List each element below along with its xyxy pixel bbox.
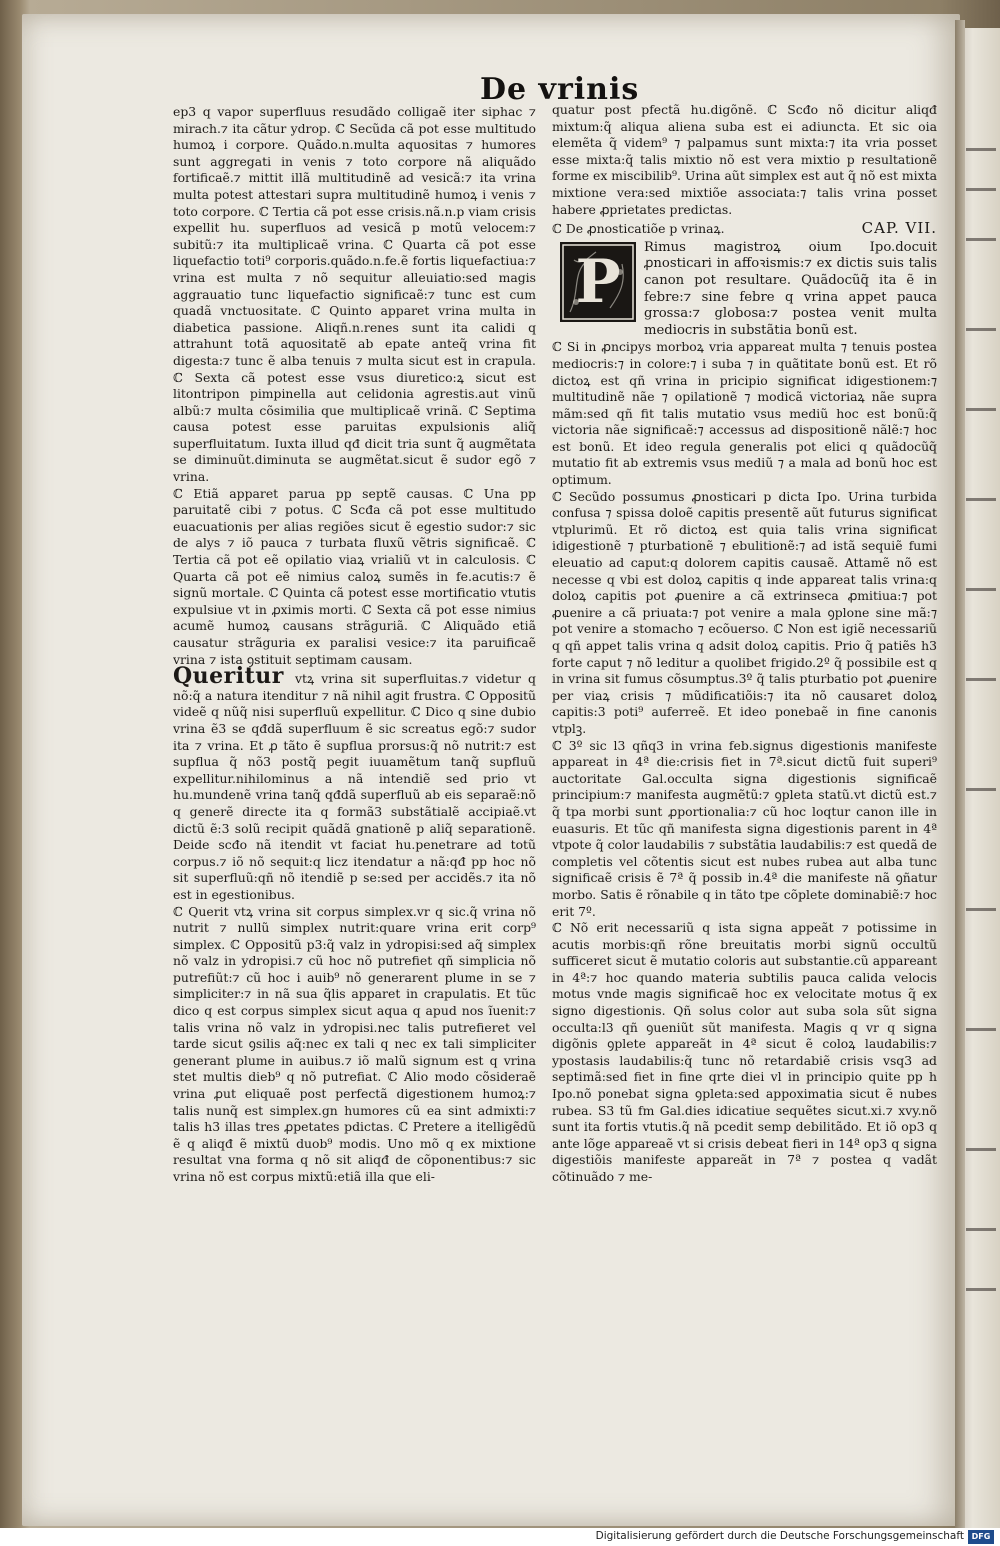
decorated-initial xyxy=(560,242,636,322)
chapter-opening: Rimus magistroꝝ oium Ipo.docuit ꝓnosticari in affoꝛismis:⁊ ex dictis suis talis canon pot resultare. Quãdocũq̃ ita ẽ in febre:⁊ sine febre q vrina appet pauca grossa:⁊ globosa:⁊ postea venit multa mediocris in substãtia bonũ est. xyxy=(644,239,937,338)
chapter-heading xyxy=(552,220,937,238)
initial-letter: P xyxy=(575,246,621,317)
left-text-column xyxy=(173,104,536,1224)
digitization-footer xyxy=(0,1528,1000,1546)
right-paragraph: ℂ Si in ꝓncipys morboꝝ vria appareat multa ⁊ tenuis postea mediocris:⁊ in colore:⁊ i suba ⁊ in quãtitate bonũ est. Et rõ dictoꝝ est qñ vrina in pricipio significat idigestionem:⁊ multitudinẽ nãe ⁊ opilationẽ ⁊ modicã victoriaꝝ nãe supra mãm:sed qñ fit talis mutatio vsus mediũ hoc est bonũ:q̃ victoria nãe significaẽ:⁊ accessus ad dispositionẽ nãlẽ:⁊ hoc est bonũ. Et ideo regula generalis pot elici q quãdocũq̃ mutatio fit ab extremis vsus mediũ ⁊ a mala ad bonũ hoc est optimum. xyxy=(552,339,937,488)
chapter-title: ℂ De ꝓnosticatiõe p vrinaꝝ. xyxy=(552,221,725,237)
right-paragraph: ℂ Secũdo possumus ꝓnosticari p dicta Ipo. Urina turbida confusa ⁊ spissa doloẽ capitis presentẽ aũt futurus significat vtplurimũ. Et rõ dictoꝝ est quia talis vrina significat idigestionẽ ⁊ pturbationẽ ⁊ ebulitionẽ:⁊ ad istã sequiẽ fumi eleuatio ad caput:q dolorem capitis causaẽ. Attamẽ nõ est necesse q vbi est doloꝝ capitis q inde appareat talis vrina:q doloꝝ capitis pot ꝓuenire a cã extrinseca ꝓmitiua:⁊ pot ꝓuenire a cã priuata:⁊ pot venire a mala ꝯplone sine mã:⁊ pot venire a stomacho ⁊ ecõuerso. ℂ Non est igiẽ necessariũ q qñ appet talis vrina q adsit doloꝝ capitis. Prio q̃ patiẽs h3 forte caput ⁊ nõ leditur a quolibet frigido.2º q̃ possibile est q in vrina sit fumus cõsumptus.3º q̃ talis pturbatio pot ꝓuenire per viaꝝ crisis ⁊ mũdificatiõis:⁊ ita nõ causaret doloꝝ capitis:3 poti⁹ auferreẽ. Et ideo ponebaẽ in fine canonis vtplꝫ. xyxy=(552,488,937,736)
left-paragraph: ℂ Etiã apparet parua pp septẽ causas. ℂ Una pp paruitatẽ cibi ⁊ potus. ℂ Scđa cã pot esse multitudo euacuationis per alias regiões sicut ẽ egestio sudor:⁊ sic de alys ⁊ iõ pauca ⁊ turbata fluxũ vẽtris significaẽ. ℂ Tertia cã pot eẽ opilatio viaꝝ vrialiũ vt in calculosis. ℂ Quarta cã pot eẽ nimius caloꝝ sumẽs in fe.acutis:⁊ ẽ signũ mortale. ℂ Quinta cã potest esse mortificatio vtutis expulsiue vt in ꝓximis morti. ℂ Sexta cã pot esse nimius acumẽ humoꝝ causans strãguriã. ℂ Aliquãdo etiã causatur strãguria ex paralisi vesice:⁊ ita paruificaẽ vrina ⁊ ista ꝯstituit septimam causam. xyxy=(173,485,536,667)
question-text: vtꝝ vrina sit superfluitas.⁊ videtur q nõ:q̃ a natura itenditur ⁊ nã nihil agit frustra. ℂ Oppositũ videẽ q nũq̃ nisi superfluũ expellitur. ℂ Dico q sine dubio vrina ẽ3 se qđdã superfluum ẽ sic screatus egõ:⁊ sudor ita ⁊ vrina. Et ꝓ tãto ẽ supflua prorsus:q̃ nõ nutrit:⁊ est supflua q̃ nõ3 postq̃ pegit iuuamẽtum tanq̃ supfluũ expellitur.nihilominus a nã intendiẽ sed prio vt hu.mundenẽ vrina tanq̃ qđdã superfluũ ab eis separaẽ:nõ q generẽ directe ita q formã3 substãtialẽ accipiaẽ.vt dictũ ẽ:3 solũ recipit quãdã gnationẽ p aliq̃ separationẽ. Deide scđo nã itendit vt faciat hu.penetrare ad totũ corpus.⁊ iõ nõ sequit:q licz itendatur a nã:qđ pp hoc nõ sit superfluũ:qñ nõ itendiẽ p se:sed per accidẽs.⁊ ita nõ est in egestionibus. xyxy=(173,671,536,902)
chapter-number: CAP. VII. xyxy=(861,219,937,238)
right-paragraph: ℂ Nõ erit necessariũ q ista signa appeãt ⁊ potissime in acutis morbis:qñ rõne breuitatis morbi signũ occultũ sufficeret sicut ẽ mutatio coloris aut substantie.cũ appareant in 4ª:⁊ hoc quando materia subtilis pauca calida velocis motus vnde magis significaẽ hoc ex velocitate motus q̃ ex signo digestionis. Qñ solus color aut suba sola sũt signa occulta:l3 qñ ꝯueniũt sũt manifesta. Magis q vr q signa digõnis ꝯplete appareãt in 4ª sicut ẽ coloꝝ laudabilis:⁊ ypostasis laudabilis:q̃ tunc nõ retardabiẽ crisis vsq3 ad septimã:sed fiet in fine qrte diei vl in principio quite pp h Ipo.nõ ponebat signa ꝯpleta:sed appoximatia sicut ẽ nubes rubea. S3 tũ fm Gal.dies idicatiue sequẽtes sicut.xi.⁊ xvy.nõ sunt ita fortis vtutis.q̃ nã pcedit semp debilitãdo. Et iõ op3 q ante lõge appareaẽ vt si crisis debeat fieri in 14ª op3 q signa digestiõis manifeste appareãt in 7ª ⁊ postea q vadãt cõtinuãdo ⁊ me- xyxy=(552,920,937,1184)
running-head: De vrinis xyxy=(480,72,640,107)
question-heading: Queritur xyxy=(173,663,284,690)
left-paragraph: ℂ Querit vtꝝ vrina sit corpus simplex.vr q sic.q̃ vrina nõ nutrit ⁊ nullũ simplex nutrit:quare vrina erit corp⁹ simplex. ℂ Oppositũ p3:q̃ valz in ydropisi:sed aq̃ simplex nõ valz in ydropisi.⁊ cũ hoc nõ putrefiet qñ simplicia nõ putrefiũt:⁊ cũ hoc i auib⁹ nõ generarent plume in se ⁊ simpliciter:⁊ in nã sua q̃lis apparet in crapulatis. Et tũc dico q est corpus simplex sicut aqua q apud nos ĩuenit:⁊ talis vrina nõ valz in ydropisi.nec talis putrefieret vel tarde sicut ꝯsilis aq̃:nec ex tali q nec ex tali simpliciter generant plume in auibus.⁊ iõ malũ signum est q vrina stet multis dieb⁹ q nõ putrefiat. ℂ Alio modo cõsideraẽ vrina ꝓut eliquaẽ post perfectã digestionem humoꝝ:⁊ talis nunq̃ est simplex.gn humores cũ ea sint admixti:⁊ talis h3 illas tres ꝓpetates pdictas. ℂ Pretere a itelligẽdũ ẽ q aliqđ ẽ mixtũ duob⁹ modis. Uno mõ q ex mixtione resultat vna forma q nõ sit aliqđ de cõponentibus:⁊ sic vrina nõ est corpus mixtũ:etiã illa que eli- xyxy=(173,903,536,1184)
dfg-logo: DFG xyxy=(968,1530,994,1544)
right-text-column xyxy=(552,102,937,1224)
right-intro-paragraph: quatur post pfectã hu.digõnẽ. ℂ Scđo nõ dicitur aliqđ mixtum:q̃ aliqua aliena suba est ei adiuncta. Et sic oia elemẽta q̃ videm⁹ ⁊ palpamus sunt mixta:⁊ ita vria posset esse mixta:q̃ talis mixtio nõ est vera mixtio p resultationẽ forme ex miscibilib⁹. Urina aũt simplex est aut q̃ nõ est mixta mixtione vera:sed mixtiõe associata:⁊ talis vrina posset habere ꝓprietates predictas. xyxy=(552,102,937,217)
right-paragraph: ℂ 3º sic l3 qñq3 in vrina feb.signus digestionis manifeste appareat in 4ª die:crisis fiet in 7ª.sicut dictũ fuit superi⁹ auctoritate Gal.occulta signa digestionis significaẽ principium:⁊ manifesta augmẽtũ:⁊ ꝯpleta statũ.vt dictũ est.⁊ q̃ tpa morbi sunt ꝓportionalia:⁊ cũ hoc loqtur canon ille in euasuris. Et tũc qñ manifesta signa digestionis parent in 4ª vtpote q̃ color laudabilis ⁊ substãtia laudabilis:⁊ est quedã de completis vel cõtentis sicut est nubes rubea aut alba tunc significaẽ crisis ẽ 7ª q̃ possib in.4ª die manifeste nã ꝯñatur morbo. Satis ẽ rõnabile q in tãto tpe cõplete dominabiẽ:⁊ hoc erit 7º. xyxy=(552,737,937,919)
page-gutter xyxy=(955,20,965,1530)
left-paragraph: ep3 q vapor superfluus resudãdo colligaẽ iter siphac ⁊ mirach.⁊ ita cãtur ydrop. ℂ Secũda cã pot esse multitudo humoꝝ i corpore. Quãdo.n.multa aquositas ⁊ humores sunt aggregati in venis ⁊ toto corpore nã aliquãdo fortificaẽ.⁊ mittit illã multitudinẽ ad vesicã:⁊ ita vrina multa potest attestari supra multitudinẽ humoꝝ i venis ⁊ toto corpore. ℂ Tertia cã pot esse crisis.nã.n.p viam crisis expellit hu. superfluos ad vesicã p motũ velocem:⁊ subitũ:⁊ ita multiplicaẽ vrina. ℂ Quarta cã pot esse liquefactio toti⁹ corporis.quãdo.n.fe.ẽ fortis liquefactiua:⁊ vrina est multa ⁊ nõ sequitur alleuiatio:sed magis aggrauatio tunc liquefactio significaẽ:⁊ tunc est cum quadã vnctuositate. ℂ Quinto apparet vrina multa in diabetica passione. Aliqñ.n.renes sunt ita calidi q attrahunt totã aquositatẽ ab epate anteq̃ vrina fit digesta:⁊ tunc ẽ alba tenuis ⁊ multa sicut est in crapula. ℂ Sexta cã potest esse vsus diuretico:ꝝ sicut est litontripon pimpinella aut celidonia agrestis.aut vinũ albũ:⁊ multa cõsimilia que multiplicaẽ vrinã. ℂ Septima causa potest esse paruitas expulsionis aliq̃ superfluitatum. Iuxta illud qđ dicit tria sunt q̃ augmẽtata se diminuũt.diminuta se augmẽtat.sicut ẽ sudor egõ ⁊ vrina. xyxy=(173,104,536,485)
funding-credit: Digitalisierung gefördert durch die Deutsche Forschungsgemeinschaft xyxy=(595,1530,964,1542)
question-paragraph xyxy=(173,663,536,903)
